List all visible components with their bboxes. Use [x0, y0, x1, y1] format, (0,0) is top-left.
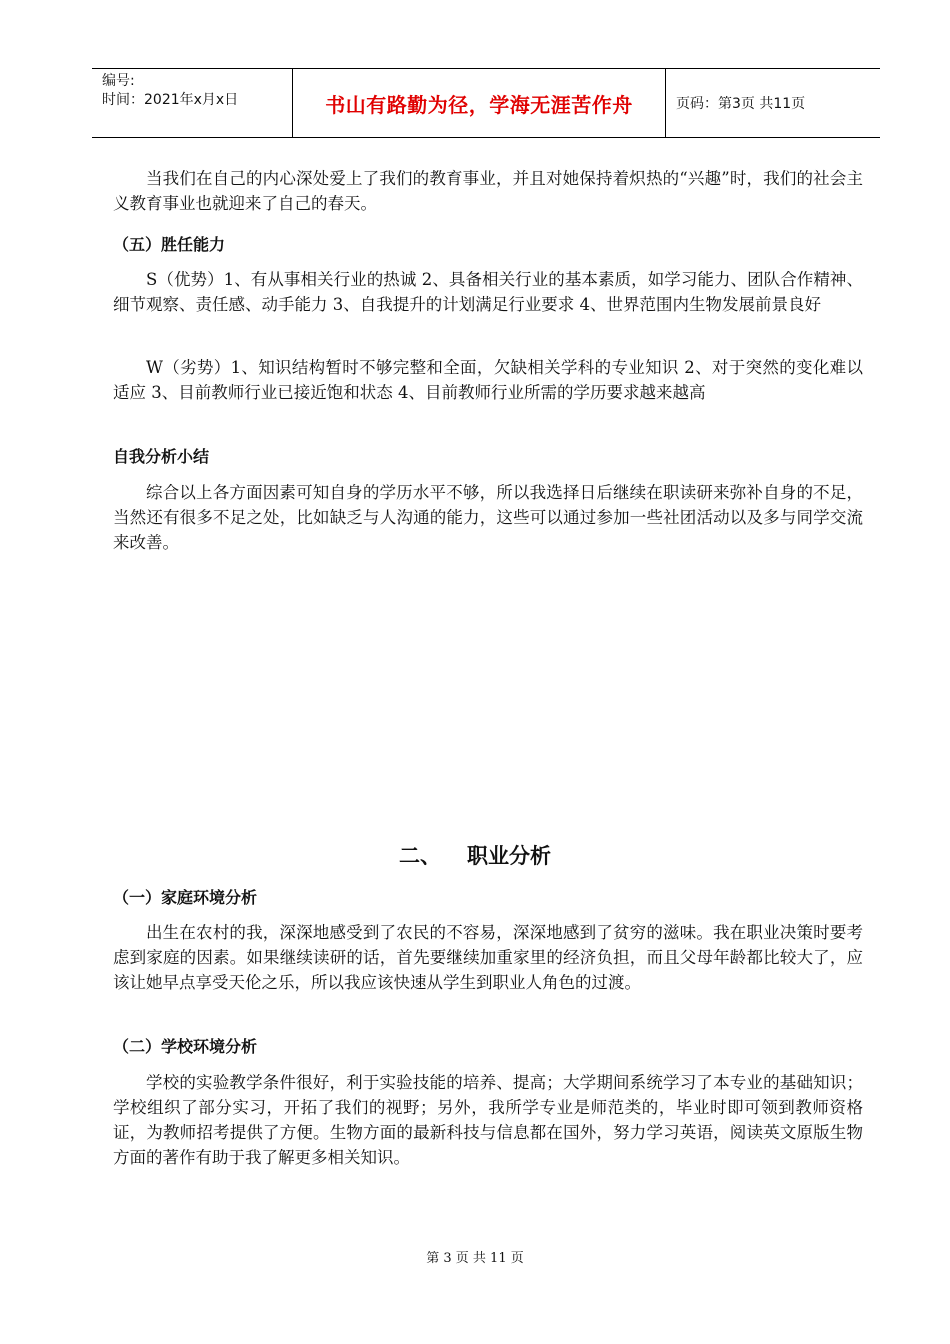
summary-heading: 自我分析小结 [113, 447, 210, 466]
weaknesses-block [113, 355, 863, 405]
header-page-code: 页码：第3页 共11页 [676, 96, 806, 112]
section-number: 二、 [399, 844, 441, 868]
school-block [113, 1070, 863, 1170]
family-block [113, 920, 863, 995]
family-paragraph: 出生在农村的我，深深地感受到了农民的不容易，深深地感到了贫穷的滋味。我在职业决策时要考虑到家庭的因素。如果继续读研的话，首先要继续加重家里的经济负担，而且父母年龄都比较大了，应该让她早点享受天伦之乐，所以我应该快速从学生到职业人角色的过渡。 [113, 923, 863, 992]
doc-number-label: 编号: [102, 73, 135, 89]
summary-paragraph: 综合以上各方面因素可知自身的学历水平不够，所以我选择日后继续在职读研来弥补自身的不足，当然还有很多不足之处，比如缺乏与人沟通的能力，这些可以通过参加一些社团活动以及多与同学交流来改善。 [113, 483, 863, 552]
section-title-text: 职业分析 [467, 844, 551, 868]
doc-time-label: 时间：2021年x月x日 [102, 92, 239, 108]
school-heading-block [113, 1034, 863, 1057]
header-meta [92, 69, 293, 137]
strengths-paragraph: S（优势）1、有从事相关行业的热诚 2、具备相关行业的基本素质，如学习能力、团队合作精神、细节观察、责任感、动手能力 3、自我提升的计划满足行业要求 4、世界范围内生物发展前景良好 [113, 270, 863, 314]
page-footer: 第 3 页 共 11 页 [426, 1251, 524, 1266]
intro-paragraph: 当我们在自己的内心深处爱上了我们的教育事业，并且对她保持着炽热的“兴趣”时，我们的社会主义教育事业也就迎来了自己的春天。 [113, 169, 863, 213]
header-motto: 书山有路勤为径，学海无涯苦作舟 [325, 92, 633, 117]
strengths-block [113, 267, 863, 317]
school-paragraph: 学校的实验教学条件很好，利于实验技能的培养、提高；大学期间系统学习了本专业的基础知识；学校组织了部分实习，开拓了我们的视野；另外，我所学专业是师范类的，毕业时即可领到教师资格证，为教师招考提供了方便。生物方面的最新科技与信息都在国外，努力学习英语，阅读英文原版生物方面的著作有助于我了解更多相关知识。 [113, 1073, 863, 1167]
family-heading-block [113, 885, 863, 908]
competence-heading-block [113, 232, 863, 255]
header-motto-cell [293, 69, 666, 137]
family-heading: （一）家庭环境分析 [113, 888, 258, 907]
page-header [92, 68, 880, 138]
section-title [0, 840, 950, 870]
competence-heading: （五）胜任能力 [113, 235, 226, 254]
summary-block [113, 480, 863, 555]
school-heading: （二）学校环境分析 [113, 1037, 258, 1056]
intro-block [113, 166, 863, 216]
summary-heading-block [113, 444, 863, 467]
weaknesses-paragraph: W（劣势）1、知识结构暂时不够完整和全面，欠缺相关学科的专业知识 2、对于突然的变化难以适应 3、目前教师行业已接近饱和状态 4、目前教师行业所需的学历要求越来越高 [113, 358, 863, 402]
